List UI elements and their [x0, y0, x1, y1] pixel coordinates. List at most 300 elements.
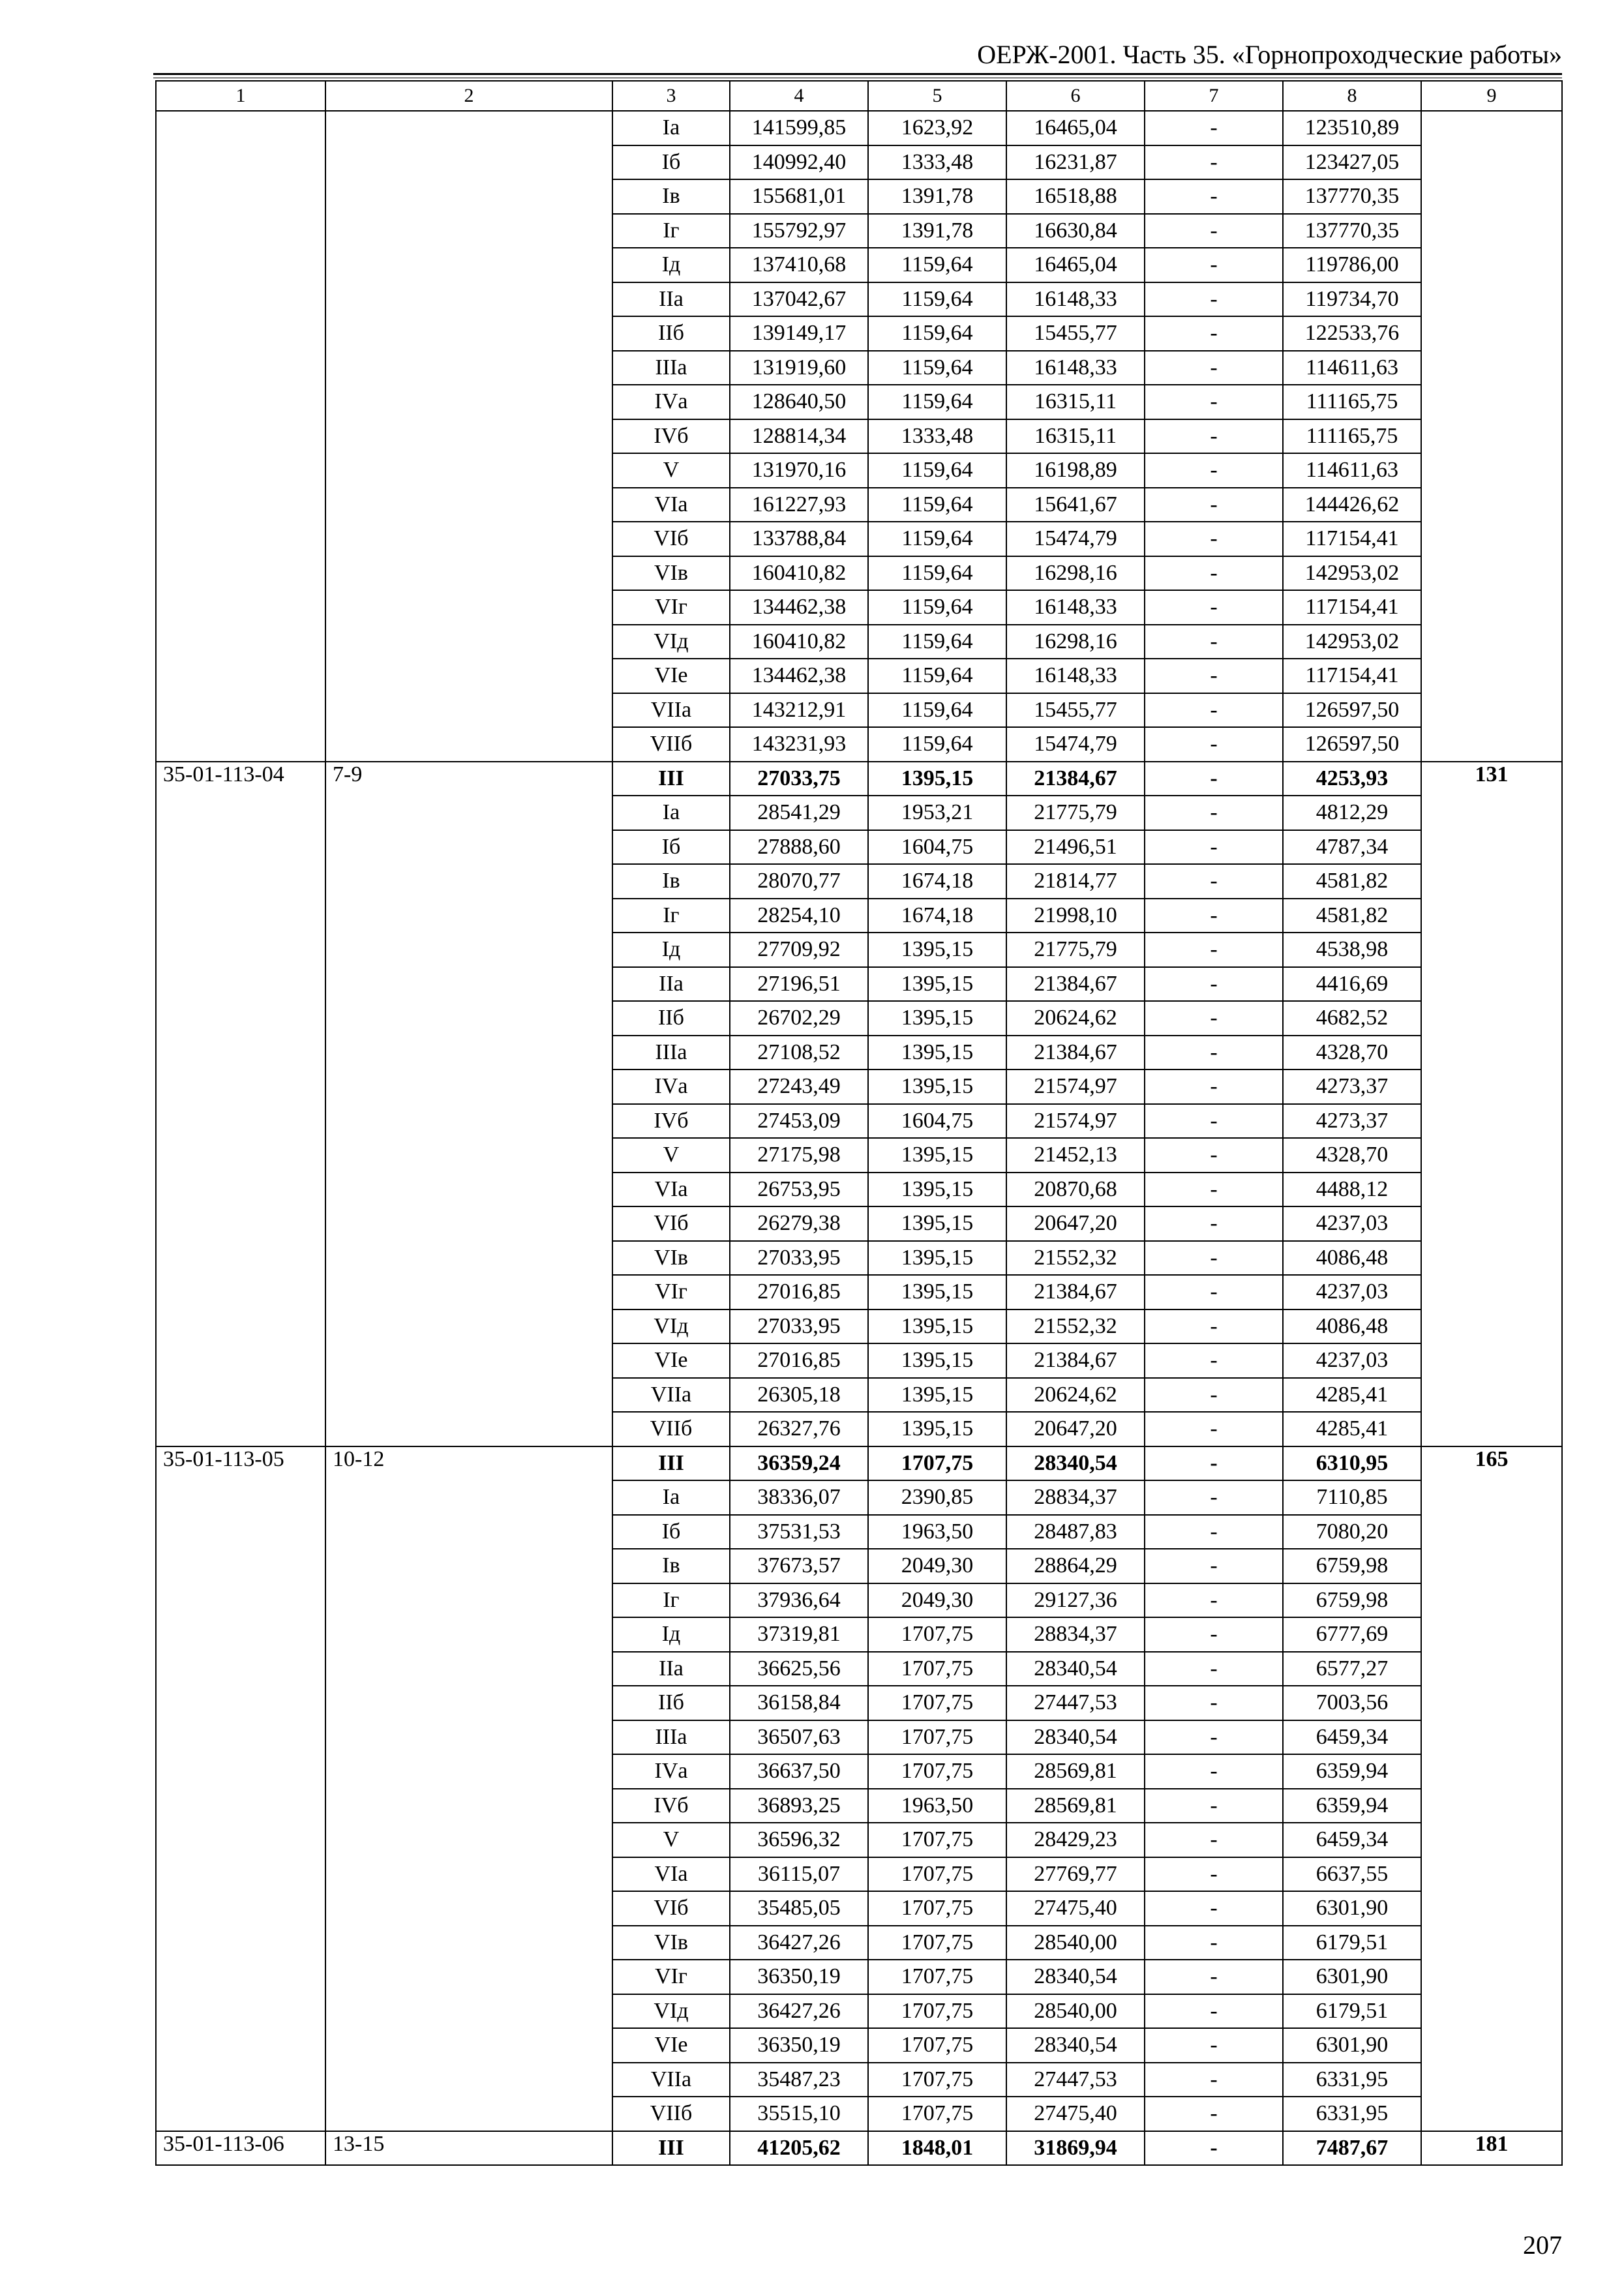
wages-cost: 1707,75	[868, 1891, 1006, 1926]
machine-cost: 21552,32	[1006, 1309, 1145, 1344]
rock-category: IIIа	[612, 1036, 730, 1070]
materials-cost: 7110,85	[1283, 1480, 1421, 1515]
total-cost: 137042,67	[730, 282, 868, 317]
machine-cost: 28834,37	[1006, 1617, 1145, 1652]
materials-cost: 4416,69	[1283, 967, 1421, 1002]
wages-cost: 1159,64	[868, 590, 1006, 625]
wages-cost: 1707,75	[868, 1960, 1006, 1994]
wages-machinists: -	[1145, 316, 1283, 351]
wages-cost: 1159,64	[868, 625, 1006, 659]
total-cost: 27016,85	[730, 1343, 868, 1378]
total-cost: 26279,38	[730, 1206, 868, 1241]
wages-cost: 1159,64	[868, 488, 1006, 522]
materials-cost: 142953,02	[1283, 556, 1421, 591]
materials-cost: 6301,90	[1283, 1891, 1421, 1926]
materials-cost: 114611,63	[1283, 351, 1421, 385]
materials-cost: 4285,41	[1283, 1412, 1421, 1446]
total-cost: 26753,95	[730, 1173, 868, 1207]
wages-machinists: -	[1145, 1857, 1283, 1892]
total-cost: 28070,77	[730, 864, 868, 899]
total-cost: 36359,24	[730, 1446, 868, 1481]
wages-machinists: -	[1145, 351, 1283, 385]
resource-code: 35-01-113-06	[156, 2131, 325, 2166]
header-rule-thick	[153, 73, 1562, 75]
column-number: 2	[325, 81, 612, 111]
materials-cost: 142953,02	[1283, 625, 1421, 659]
rock-category: V	[612, 453, 730, 488]
machine-cost: 20647,20	[1006, 1412, 1145, 1446]
materials-cost: 114611,63	[1283, 453, 1421, 488]
wages-machinists: -	[1145, 522, 1283, 556]
rock-category: VIIа	[612, 1378, 730, 1413]
wages-machinists: -	[1145, 1617, 1283, 1652]
machine-cost: 21574,97	[1006, 1070, 1145, 1104]
wages-cost: 1395,15	[868, 1378, 1006, 1413]
wages-cost: 1395,15	[868, 967, 1006, 1002]
machine-cost: 16465,04	[1006, 248, 1145, 282]
wages-cost: 1333,48	[868, 145, 1006, 180]
materials-cost: 111165,75	[1283, 419, 1421, 454]
resource-code: 35-01-113-05	[156, 1446, 325, 2131]
wages-cost: 1395,15	[868, 1173, 1006, 1207]
materials-cost: 6359,94	[1283, 1789, 1421, 1823]
materials-cost: 4328,70	[1283, 1138, 1421, 1173]
rock-category: VIв	[612, 556, 730, 591]
rock-category: Iб	[612, 1515, 730, 1549]
wages-machinists: -	[1145, 145, 1283, 180]
wages-machinists: -	[1145, 1652, 1283, 1686]
wages-cost: 1707,75	[868, 1686, 1006, 1720]
wages-cost: 1707,75	[868, 1823, 1006, 1857]
materials-cost: 111165,75	[1283, 385, 1421, 419]
machine-cost: 15474,79	[1006, 727, 1145, 762]
rock-category: Iг	[612, 1583, 730, 1618]
machine-cost: 28864,29	[1006, 1549, 1145, 1583]
rock-category: VIг	[612, 1275, 730, 1309]
materials-cost: 6777,69	[1283, 1617, 1421, 1652]
wages-machinists: -	[1145, 1070, 1283, 1104]
wages-cost: 1604,75	[868, 830, 1006, 865]
wages-machinists: -	[1145, 1206, 1283, 1241]
wages-machinists: -	[1145, 1104, 1283, 1139]
materials-cost: 117154,41	[1283, 659, 1421, 693]
total-cost: 27888,60	[730, 830, 868, 865]
resource-code	[156, 111, 325, 762]
wages-cost: 1159,64	[868, 659, 1006, 693]
machine-cost: 20624,62	[1006, 1001, 1145, 1036]
wages-machinists: -	[1145, 111, 1283, 145]
machine-cost: 28540,00	[1006, 1926, 1145, 1960]
materials-cost: 6577,27	[1283, 1652, 1421, 1686]
materials-cost: 123510,89	[1283, 111, 1421, 145]
materials-cost: 7080,20	[1283, 1515, 1421, 1549]
rock-category: VIа	[612, 1857, 730, 1892]
wages-machinists: -	[1145, 659, 1283, 693]
total-cost: 140992,40	[730, 145, 868, 180]
wages-cost: 1707,75	[868, 1617, 1006, 1652]
depth-range: 10-12	[325, 1446, 612, 2131]
machine-cost: 21552,32	[1006, 1241, 1145, 1276]
wages-cost: 1963,50	[868, 1515, 1006, 1549]
machine-cost: 28340,54	[1006, 2028, 1145, 2063]
rock-category: IVб	[612, 1104, 730, 1139]
wages-cost: 1159,64	[868, 248, 1006, 282]
labor-cost-value: 181	[1421, 2131, 1562, 2166]
machine-cost: 28340,54	[1006, 1720, 1145, 1755]
machine-cost: 16465,04	[1006, 111, 1145, 145]
wages-cost: 1395,15	[868, 1138, 1006, 1173]
materials-cost: 4812,29	[1283, 796, 1421, 830]
rock-category: IIIа	[612, 1720, 730, 1755]
machine-cost: 21775,79	[1006, 796, 1145, 830]
wages-cost: 1707,75	[868, 2097, 1006, 2131]
machine-cost: 20624,62	[1006, 1378, 1145, 1413]
wages-machinists: -	[1145, 1720, 1283, 1755]
wages-cost: 1391,78	[868, 179, 1006, 214]
wages-machinists: -	[1145, 1686, 1283, 1720]
table-row	[156, 111, 1562, 145]
wages-machinists: -	[1145, 1275, 1283, 1309]
machine-cost: 21384,67	[1006, 762, 1145, 796]
total-cost: 131970,16	[730, 453, 868, 488]
table-body	[156, 81, 1562, 2165]
total-cost: 28541,29	[730, 796, 868, 830]
materials-cost: 137770,35	[1283, 214, 1421, 248]
wages-machinists: -	[1145, 1823, 1283, 1857]
total-cost: 141599,85	[730, 111, 868, 145]
total-cost: 27196,51	[730, 967, 868, 1002]
total-cost: 27453,09	[730, 1104, 868, 1139]
total-cost: 35515,10	[730, 2097, 868, 2131]
total-cost: 36350,19	[730, 2028, 868, 2063]
wages-machinists: -	[1145, 864, 1283, 899]
materials-cost: 7003,56	[1283, 1686, 1421, 1720]
machine-cost: 27475,40	[1006, 1891, 1145, 1926]
rock-category: Iа	[612, 1480, 730, 1515]
wages-cost: 1707,75	[868, 1926, 1006, 1960]
machine-cost: 27475,40	[1006, 2097, 1145, 2131]
machine-cost: 15455,77	[1006, 693, 1145, 728]
rock-category: IIIа	[612, 351, 730, 385]
total-cost: 27108,52	[730, 1036, 868, 1070]
wages-cost: 1848,01	[868, 2131, 1006, 2166]
wages-machinists: -	[1145, 796, 1283, 830]
wages-cost: 1963,50	[868, 1789, 1006, 1823]
wages-machinists: -	[1145, 1412, 1283, 1446]
total-cost: 134462,38	[730, 590, 868, 625]
machine-cost: 31869,94	[1006, 2131, 1145, 2166]
materials-cost: 6359,94	[1283, 1754, 1421, 1789]
wages-cost: 1395,15	[868, 933, 1006, 967]
materials-cost: 6179,51	[1283, 1994, 1421, 2029]
wages-machinists: -	[1145, 933, 1283, 967]
machine-cost: 28429,23	[1006, 1823, 1145, 1857]
rock-category: IIа	[612, 967, 730, 1002]
materials-cost: 4328,70	[1283, 1036, 1421, 1070]
wages-machinists: -	[1145, 1480, 1283, 1515]
wages-cost: 1159,64	[868, 351, 1006, 385]
machine-cost: 28340,54	[1006, 1446, 1145, 1481]
wages-machinists: -	[1145, 214, 1283, 248]
wages-cost: 1395,15	[868, 1206, 1006, 1241]
total-cost: 36350,19	[730, 1960, 868, 1994]
table-row	[156, 762, 1562, 796]
wages-machinists: -	[1145, 2063, 1283, 2097]
total-cost: 36625,56	[730, 1652, 868, 1686]
materials-cost: 4237,03	[1283, 1343, 1421, 1378]
wages-cost: 2390,85	[868, 1480, 1006, 1515]
total-cost: 37531,53	[730, 1515, 868, 1549]
wages-machinists: -	[1145, 385, 1283, 419]
total-cost: 155681,01	[730, 179, 868, 214]
machine-cost: 16315,11	[1006, 385, 1145, 419]
wages-cost: 1395,15	[868, 1036, 1006, 1070]
rock-category: Iв	[612, 1549, 730, 1583]
wages-machinists: -	[1145, 762, 1283, 796]
wages-cost: 1159,64	[868, 727, 1006, 762]
wages-machinists: -	[1145, 1001, 1283, 1036]
total-cost: 128640,50	[730, 385, 868, 419]
column-number: 1	[156, 81, 325, 111]
machine-cost: 16298,16	[1006, 625, 1145, 659]
total-cost: 27033,95	[730, 1241, 868, 1276]
wages-machinists: -	[1145, 2131, 1283, 2166]
total-cost: 36596,32	[730, 1823, 868, 1857]
column-number: 5	[868, 81, 1006, 111]
rock-category: VIв	[612, 1241, 730, 1276]
materials-cost: 119734,70	[1283, 282, 1421, 317]
labor-cost-value	[1421, 111, 1562, 762]
materials-cost: 144426,62	[1283, 488, 1421, 522]
column-number: 8	[1283, 81, 1421, 111]
total-cost: 37319,81	[730, 1617, 868, 1652]
wages-cost: 1707,75	[868, 2063, 1006, 2097]
rock-category: Iа	[612, 111, 730, 145]
column-number: 4	[730, 81, 868, 111]
materials-cost: 6759,98	[1283, 1549, 1421, 1583]
materials-cost: 4488,12	[1283, 1173, 1421, 1207]
materials-cost: 6179,51	[1283, 1926, 1421, 1960]
materials-cost: 137770,35	[1283, 179, 1421, 214]
rock-category: VIд	[612, 1309, 730, 1344]
total-cost: 37673,57	[730, 1549, 868, 1583]
wages-cost: 1707,75	[868, 1446, 1006, 1481]
wages-cost: 1395,15	[868, 1241, 1006, 1276]
wages-machinists: -	[1145, 590, 1283, 625]
wages-machinists: -	[1145, 693, 1283, 728]
materials-cost: 4237,03	[1283, 1275, 1421, 1309]
wages-cost: 1674,18	[868, 899, 1006, 933]
total-cost: 36427,26	[730, 1926, 868, 1960]
rock-category: VIб	[612, 522, 730, 556]
machine-cost: 28569,81	[1006, 1789, 1145, 1823]
wages-cost: 1333,48	[868, 419, 1006, 454]
wages-machinists: -	[1145, 1789, 1283, 1823]
wages-machinists: -	[1145, 1515, 1283, 1549]
total-cost: 37936,64	[730, 1583, 868, 1618]
total-cost: 35487,23	[730, 2063, 868, 2097]
rock-category: VIг	[612, 590, 730, 625]
total-cost: 27243,49	[730, 1070, 868, 1104]
machine-cost: 28340,54	[1006, 1652, 1145, 1686]
wages-cost: 1707,75	[868, 1720, 1006, 1755]
wages-machinists: -	[1145, 453, 1283, 488]
machine-cost: 16148,33	[1006, 351, 1145, 385]
total-cost: 128814,34	[730, 419, 868, 454]
materials-cost: 4581,82	[1283, 864, 1421, 899]
rock-category: IIб	[612, 1001, 730, 1036]
rock-category: V	[612, 1823, 730, 1857]
total-cost: 28254,10	[730, 899, 868, 933]
total-cost: 27033,95	[730, 1309, 868, 1344]
machine-cost: 28834,37	[1006, 1480, 1145, 1515]
materials-cost: 123427,05	[1283, 145, 1421, 180]
wages-cost: 1707,75	[868, 1652, 1006, 1686]
total-cost: 27709,92	[730, 933, 868, 967]
materials-cost: 4253,93	[1283, 762, 1421, 796]
materials-cost: 6310,95	[1283, 1446, 1421, 1481]
machine-cost: 21384,67	[1006, 1343, 1145, 1378]
wages-cost: 1707,75	[868, 2028, 1006, 2063]
total-cost: 134462,38	[730, 659, 868, 693]
total-cost: 35485,05	[730, 1891, 868, 1926]
rock-category: IVб	[612, 419, 730, 454]
page-number: 207	[1523, 2230, 1562, 2260]
materials-cost: 6459,34	[1283, 1823, 1421, 1857]
total-cost: 27016,85	[730, 1275, 868, 1309]
wages-machinists: -	[1145, 2097, 1283, 2131]
wages-machinists: -	[1145, 488, 1283, 522]
materials-cost: 4285,41	[1283, 1378, 1421, 1413]
rock-category: VIIб	[612, 727, 730, 762]
total-cost: 131919,60	[730, 351, 868, 385]
wages-cost: 1604,75	[868, 1104, 1006, 1139]
wages-cost: 1395,15	[868, 1275, 1006, 1309]
wages-cost: 1707,75	[868, 1994, 1006, 2029]
machine-cost: 16148,33	[1006, 659, 1145, 693]
rock-category: VIб	[612, 1891, 730, 1926]
materials-cost: 4086,48	[1283, 1241, 1421, 1276]
rock-category: Iд	[612, 1617, 730, 1652]
rock-category: III	[612, 2131, 730, 2166]
wages-machinists: -	[1145, 1173, 1283, 1207]
wages-machinists: -	[1145, 1138, 1283, 1173]
rock-category: Iб	[612, 145, 730, 180]
total-cost: 139149,17	[730, 316, 868, 351]
total-cost: 36158,84	[730, 1686, 868, 1720]
rock-category: VIа	[612, 488, 730, 522]
rock-category: Iб	[612, 830, 730, 865]
total-cost: 36115,07	[730, 1857, 868, 1892]
machine-cost: 28487,83	[1006, 1515, 1145, 1549]
wages-cost: 1395,15	[868, 1070, 1006, 1104]
machine-cost: 20870,68	[1006, 1173, 1145, 1207]
wages-machinists: -	[1145, 1036, 1283, 1070]
machine-cost: 16148,33	[1006, 590, 1145, 625]
depth-range: 7-9	[325, 762, 612, 1446]
wages-cost: 1674,18	[868, 864, 1006, 899]
total-cost: 26305,18	[730, 1378, 868, 1413]
materials-cost: 4273,37	[1283, 1104, 1421, 1139]
wages-cost: 1395,15	[868, 1343, 1006, 1378]
wages-cost: 1391,78	[868, 214, 1006, 248]
wages-cost: 2049,30	[868, 1583, 1006, 1618]
materials-cost: 126597,50	[1283, 693, 1421, 728]
machine-cost: 16630,84	[1006, 214, 1145, 248]
rock-category: VIIб	[612, 2097, 730, 2131]
machine-cost: 21998,10	[1006, 899, 1145, 933]
machine-cost: 28340,54	[1006, 1960, 1145, 1994]
wages-machinists: -	[1145, 248, 1283, 282]
wages-cost: 1159,64	[868, 556, 1006, 591]
total-cost: 161227,93	[730, 488, 868, 522]
materials-cost: 117154,41	[1283, 522, 1421, 556]
materials-cost: 122533,76	[1283, 316, 1421, 351]
total-cost: 137410,68	[730, 248, 868, 282]
total-cost: 27033,75	[730, 762, 868, 796]
materials-cost: 4086,48	[1283, 1309, 1421, 1344]
materials-cost: 6301,90	[1283, 1960, 1421, 1994]
rock-category: IIа	[612, 282, 730, 317]
rock-category: IVа	[612, 1070, 730, 1104]
materials-cost: 117154,41	[1283, 590, 1421, 625]
wages-machinists: -	[1145, 1994, 1283, 2029]
rock-category: IVа	[612, 1754, 730, 1789]
rock-category: VIв	[612, 1926, 730, 1960]
machine-cost: 16231,87	[1006, 145, 1145, 180]
wages-machinists: -	[1145, 1241, 1283, 1276]
rock-category: VIIб	[612, 1412, 730, 1446]
wages-machinists: -	[1145, 967, 1283, 1002]
rock-category: VIа	[612, 1173, 730, 1207]
machine-cost: 15641,67	[1006, 488, 1145, 522]
machine-cost: 21384,67	[1006, 1275, 1145, 1309]
machine-cost: 15474,79	[1006, 522, 1145, 556]
depth-range	[325, 111, 612, 762]
rock-category: III	[612, 1446, 730, 1481]
column-number: 9	[1421, 81, 1562, 111]
rock-category: VIе	[612, 659, 730, 693]
rock-category: Iв	[612, 179, 730, 214]
machine-cost: 20647,20	[1006, 1206, 1145, 1241]
machine-cost: 16298,16	[1006, 556, 1145, 591]
rock-category: Iд	[612, 248, 730, 282]
machine-cost: 21452,13	[1006, 1138, 1145, 1173]
machine-cost: 21384,67	[1006, 967, 1145, 1002]
page-header-title: ОЕРЖ-2001. Часть 35. «Горнопроходческие работы»	[977, 40, 1562, 69]
total-cost: 155792,97	[730, 214, 868, 248]
rock-category: IVб	[612, 1789, 730, 1823]
price-table	[155, 80, 1563, 2166]
wages-cost: 1159,64	[868, 282, 1006, 317]
rock-category: VIб	[612, 1206, 730, 1241]
rock-category: VIе	[612, 2028, 730, 2063]
rock-category: VIе	[612, 1343, 730, 1378]
wages-machinists: -	[1145, 419, 1283, 454]
wages-machinists: -	[1145, 625, 1283, 659]
materials-cost: 7487,67	[1283, 2131, 1421, 2166]
materials-cost: 6759,98	[1283, 1583, 1421, 1618]
wages-machinists: -	[1145, 830, 1283, 865]
wages-cost: 1953,21	[868, 796, 1006, 830]
wages-cost: 1159,64	[868, 693, 1006, 728]
machine-cost: 28569,81	[1006, 1754, 1145, 1789]
total-cost: 27175,98	[730, 1138, 868, 1173]
total-cost: 133788,84	[730, 522, 868, 556]
wages-machinists: -	[1145, 2028, 1283, 2063]
machine-cost: 28540,00	[1006, 1994, 1145, 2029]
wages-machinists: -	[1145, 1309, 1283, 1344]
